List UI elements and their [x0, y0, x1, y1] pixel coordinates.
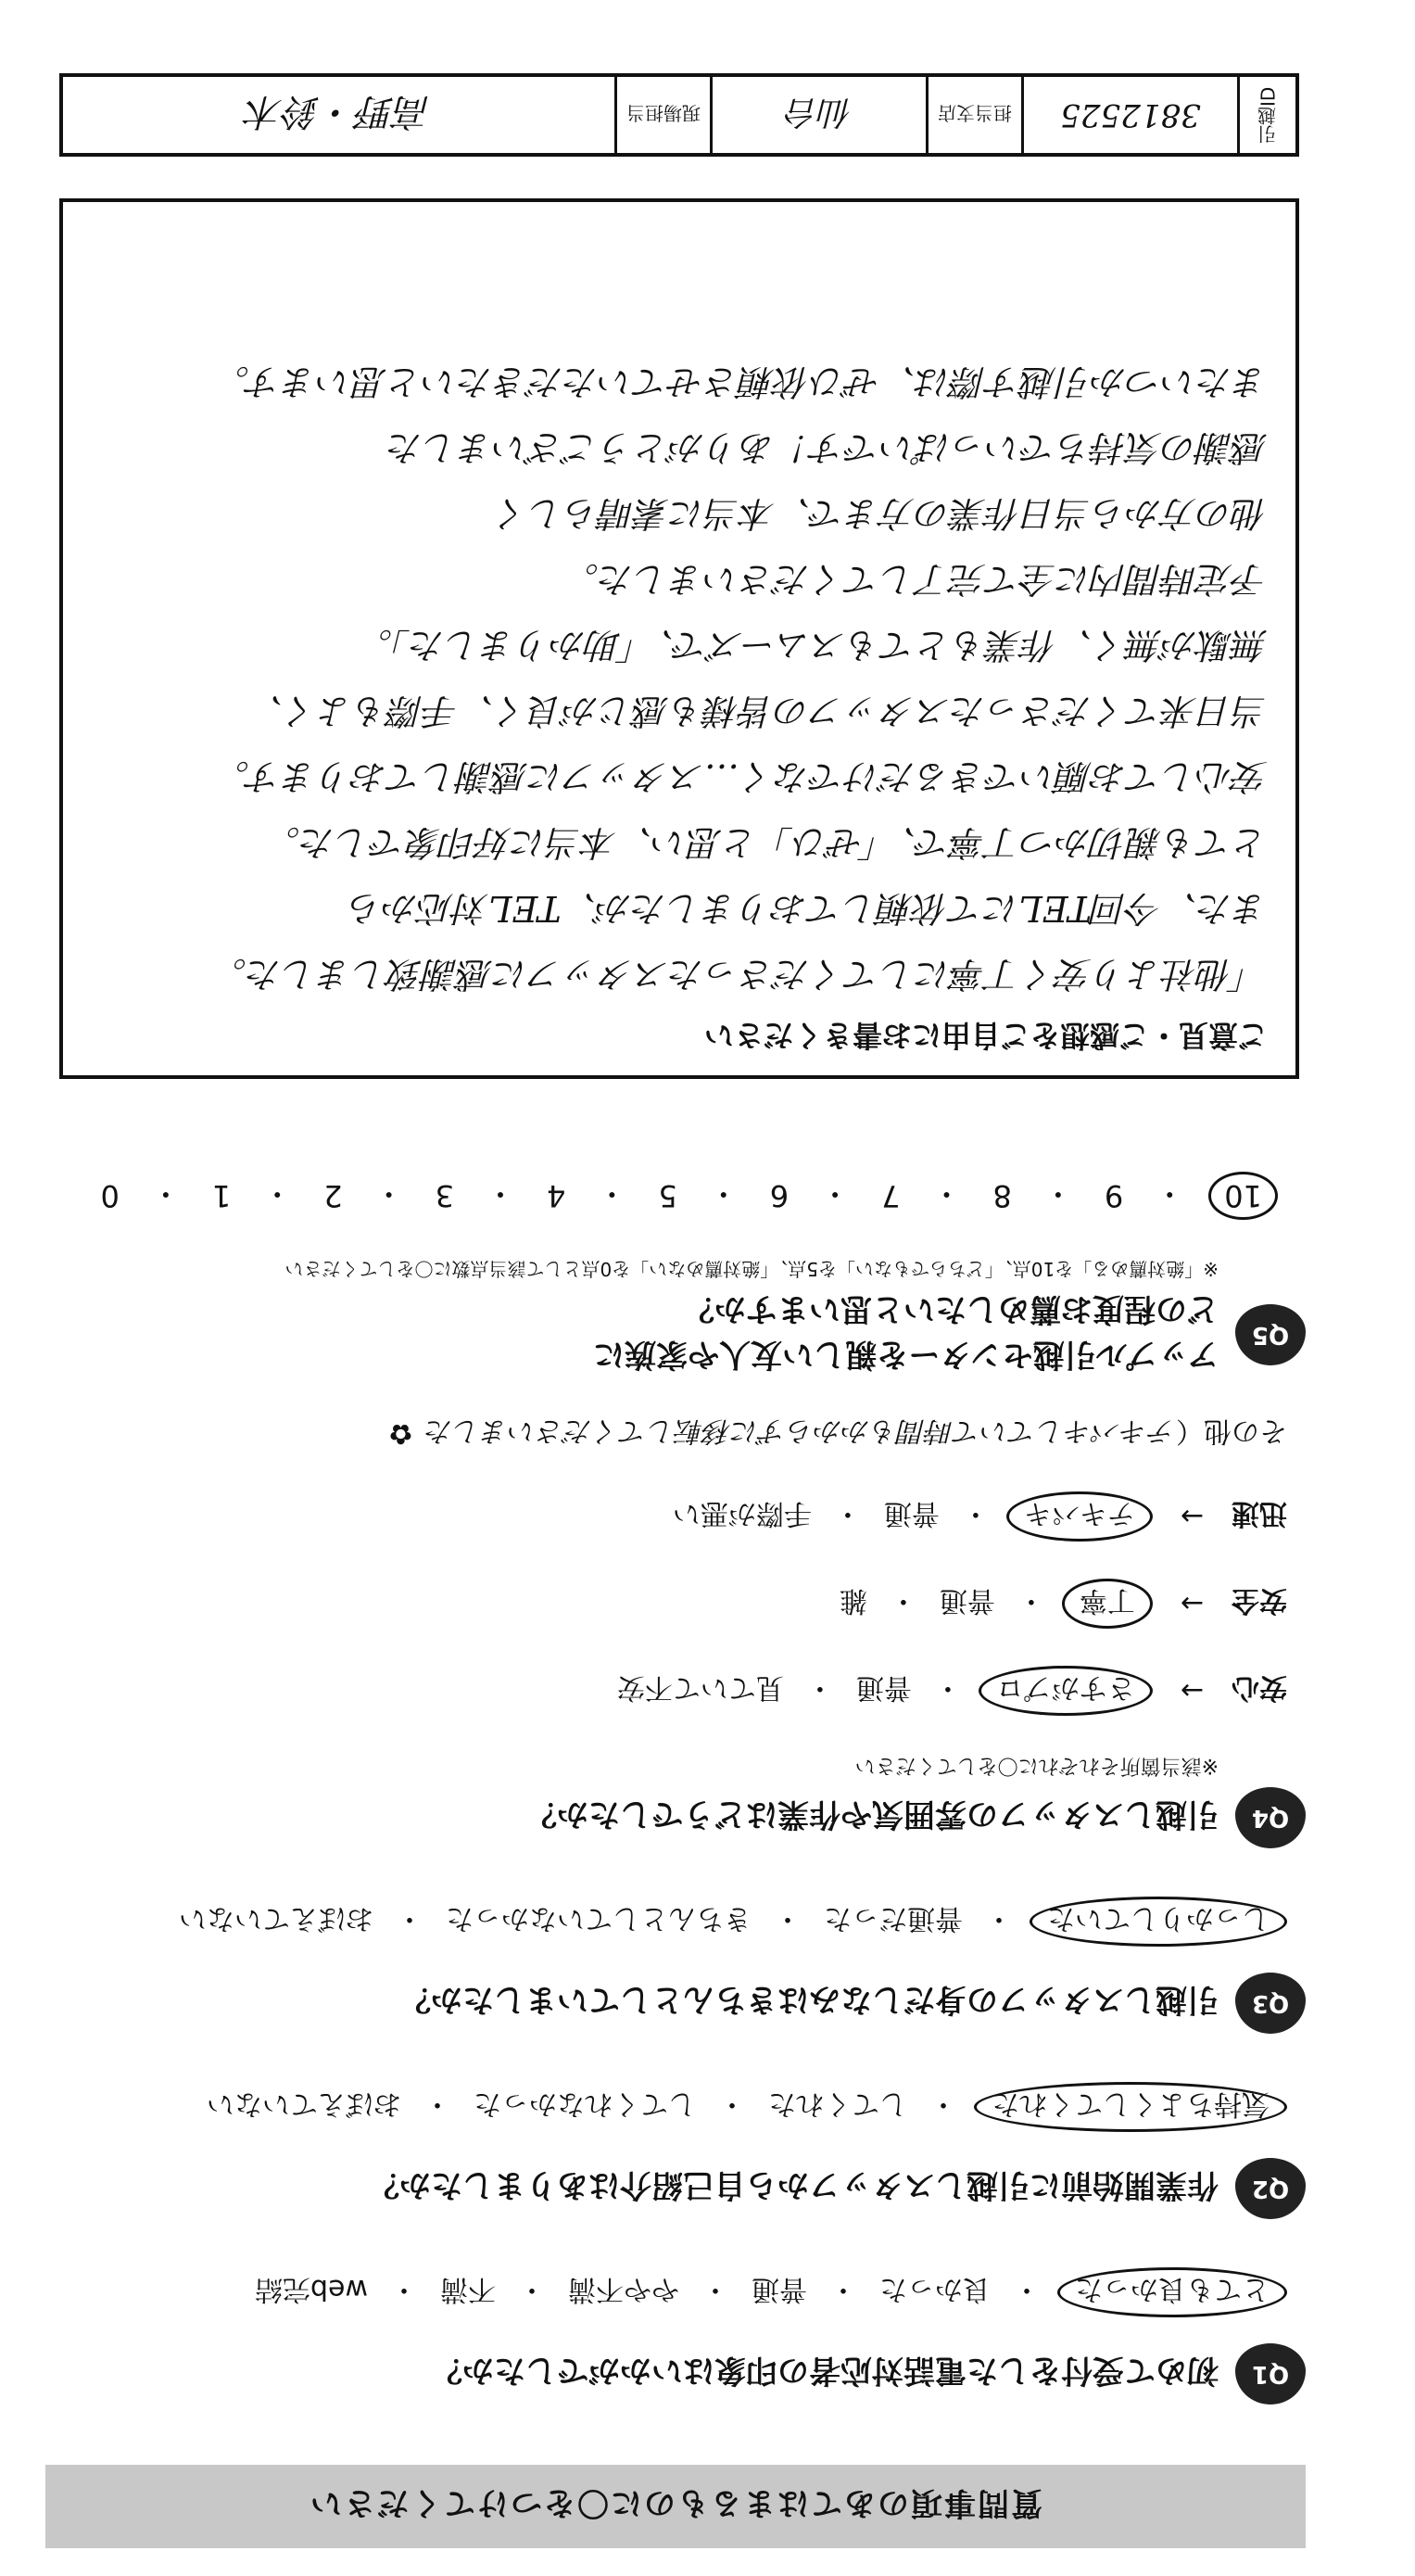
q4-row-jinsoku: 迅速 → テキパキ ・ 普通 ・ 手際が悪い — [73, 1491, 1287, 1542]
q4-anshin-option-normal[interactable]: 普通 — [855, 1671, 912, 1704]
q5-score-8[interactable]: 8 — [992, 1178, 1012, 1213]
q5-scale: 10 ・ 9 ・ 8 ・ 7 ・ 6 ・ 5 ・ 4 ・ 3 ・ 2 ・ 1 ・ 0 — [73, 1172, 1278, 1220]
q1-badge: Q1 — [1235, 2343, 1306, 2405]
branch-value: 仙台 — [710, 77, 926, 153]
question-1 — [73, 2267, 1306, 2405]
q2-option-dont-remember[interactable]: おぼえていない — [207, 2087, 401, 2120]
q1-options: とても良かった ・ 良かった ・ 普通 ・ やや不満 ・ 不満 ・ web完結 — [73, 2267, 1287, 2317]
q5-score-10[interactable]: 10 — [1208, 1172, 1278, 1220]
q4-jinsoku-option-clumsy[interactable]: 手際が悪い — [672, 1497, 812, 1529]
comment-handwritten-text — [63, 349, 1295, 1007]
id-value: 3812525 — [1021, 77, 1237, 153]
comment-line: 安心してお願いできるだけでなく…スタッフに感謝しております。 — [214, 756, 1268, 797]
q3-option-dont-remember[interactable]: おぼえていない — [179, 1902, 373, 1935]
q1-text: 初めて受付をした電話対応者の印象はいかがでしたか？ — [431, 2352, 1219, 2390]
q1-option-dissatisfied[interactable]: 不満 — [440, 2273, 496, 2305]
q4-row-anshin: 安心 → さすがプロ ・ 普通 ・ 見ていて不安 — [73, 1666, 1287, 1716]
q5-score-3[interactable]: 3 — [435, 1178, 455, 1213]
arrow-icon: → — [1180, 1674, 1204, 1707]
q3-option-neat[interactable]: しっかりしていた — [1030, 1897, 1287, 1947]
question-3 — [73, 1897, 1306, 2034]
q4-row-anzen: 安全 → 丁寧 ・ 普通 ・ 雑 — [73, 1579, 1287, 1629]
q3-options: しっかりしていた ・ 普通だった ・ きちんとしていなかった ・ おぼえていない — [73, 1897, 1287, 1947]
q5-score-5[interactable]: 5 — [658, 1178, 677, 1213]
q3-option-normal[interactable]: 普通だった — [824, 1902, 963, 1935]
comment-line: またいつか引越す際は、ぜひ依頼させていただきたいと思います。 — [214, 362, 1268, 402]
comment-line: 感謝の気持ちでいっぱいです！ありがとうございました — [387, 427, 1268, 468]
comment-line: 無駄が無く、作業もとてもスムーズで、「助かりました」。 — [357, 625, 1268, 666]
q4-other-label: その他（ — [1176, 1415, 1287, 1447]
q4-other-handwritten[interactable]: テキパキしていて時間もかからずに移転してくださいました — [425, 1415, 1176, 1447]
arrow-icon: → — [1180, 1500, 1204, 1533]
q4-note: ※該当箇所それぞれに〇をしてください — [854, 1754, 1219, 1777]
question-4 — [73, 1414, 1306, 1848]
comment-box[interactable] — [59, 198, 1299, 1079]
branch-label: 担当支店 — [926, 77, 1021, 153]
q5-badge: Q5 — [1235, 1304, 1306, 1365]
id-label: 引越ID — [1237, 77, 1295, 153]
q3-badge: Q3 — [1235, 1973, 1306, 2034]
comment-title: ご意見・ご感想をご自由にお書きください — [703, 1018, 1268, 1053]
q2-option-did[interactable]: してくれた — [768, 2087, 907, 2120]
q4-row-label: 安心 — [1232, 1671, 1287, 1704]
question-5 — [73, 1172, 1306, 1380]
comment-line: 予定時間内に全て完了してくださいました。 — [562, 559, 1268, 600]
q4-jinsoku-option-normal[interactable]: 普通 — [883, 1497, 940, 1529]
instruction-banner: 質問事項のあてはまるものに〇をつけてください — [45, 2465, 1306, 2548]
arrow-icon: → — [1180, 1587, 1204, 1620]
q4-badge: Q4 — [1235, 1787, 1306, 1848]
q1-option-normal[interactable]: 普通 — [752, 2273, 807, 2305]
q2-badge: Q2 — [1235, 2158, 1306, 2219]
comment-line: 「他社より安く丁寧にしてくださったスタッフに感謝致しました。 — [210, 954, 1268, 995]
q2-option-pleasant[interactable]: 気持ちよくしてくれた — [974, 2082, 1287, 2132]
q5-note: ※「絶対薦める」を10点、「どちらでもない」を5点、「絶対薦めない」を0点として該当点数に〇をしてください — [284, 1258, 1219, 1280]
q4-text: 引越しスタッフの雰囲気や作業はどうでしたか？ — [525, 1796, 1219, 1834]
q4-row-label: 安全 — [1232, 1584, 1287, 1617]
q4-anshin-option-anxious[interactable]: 見ていて不安 — [616, 1671, 784, 1704]
q4-anzen-option-normal[interactable]: 普通 — [939, 1584, 995, 1617]
q2-option-did-not[interactable]: してくれなかった — [474, 2087, 696, 2120]
comment-line: とても親切かつ丁寧で、「ぜひ」と思い、本当に好印象でした。 — [264, 822, 1268, 863]
q5-score-2[interactable]: 2 — [323, 1178, 343, 1213]
q4-jinsoku-option-brisk[interactable]: テキパキ — [1006, 1491, 1153, 1542]
comment-line: 他の方から当日作業の方まで、本当に素晴らしく — [493, 493, 1268, 534]
q4-anzen-option-careful[interactable]: 丁寧 — [1062, 1579, 1153, 1629]
staff-value: 高野・鈴木 — [246, 90, 432, 133]
q3-option-not-neat[interactable]: きちんとしていなかった — [446, 1902, 752, 1935]
q3-text: 引越しスタッフの身だしなみはきちんとしていましたか？ — [399, 1981, 1219, 2019]
comment-line: 当日来てくださったスタッフの皆様も感じが良く、手際もよく、 — [247, 691, 1268, 731]
q1-option-somewhat-dissatisfied[interactable]: やや不満 — [568, 2273, 679, 2305]
q1-option-good[interactable]: 良かった — [879, 2273, 991, 2305]
q5-score-1[interactable]: 1 — [211, 1178, 232, 1213]
staff-label: 現場担当 — [614, 77, 710, 153]
q5-text-line1: アップル引越センターを親しい友人や家族に — [593, 1336, 1219, 1373]
q4-row-label: 迅速 — [1232, 1497, 1287, 1529]
q5-score-4[interactable]: 4 — [547, 1178, 566, 1213]
q4-anshin-option-pro[interactable]: さすがプロ — [979, 1666, 1153, 1716]
q4-other — [73, 1414, 1287, 1454]
q5-score-7[interactable]: 7 — [881, 1178, 901, 1213]
q1-option-very-good[interactable]: とても良かった — [1057, 2267, 1287, 2317]
q1-option-web[interactable]: web完結 — [254, 2273, 368, 2305]
q5-score-0[interactable]: 0 — [100, 1178, 120, 1213]
q5-score-6[interactable]: 6 — [769, 1178, 790, 1213]
q2-text: 作業開始前に引越しスタッフから自己紹介はありましたか？ — [368, 2166, 1219, 2204]
footer-info-table — [59, 73, 1299, 157]
flower-icon: ✿ — [388, 1417, 412, 1451]
question-2 — [73, 2082, 1306, 2219]
q5-score-9[interactable]: 9 — [1104, 1178, 1124, 1213]
comment-line: また、今回TELにて依頼しておりましたが、TEL対応から — [347, 888, 1268, 929]
q4-anzen-option-rough[interactable]: 雑 — [839, 1584, 867, 1617]
q2-options: 気持ちよくしてくれた ・ してくれた ・ してくれなかった ・ おぼえていない — [73, 2082, 1287, 2132]
q5-text-line2: どの程度お薦めしたいと思いますか？ — [683, 1290, 1219, 1327]
